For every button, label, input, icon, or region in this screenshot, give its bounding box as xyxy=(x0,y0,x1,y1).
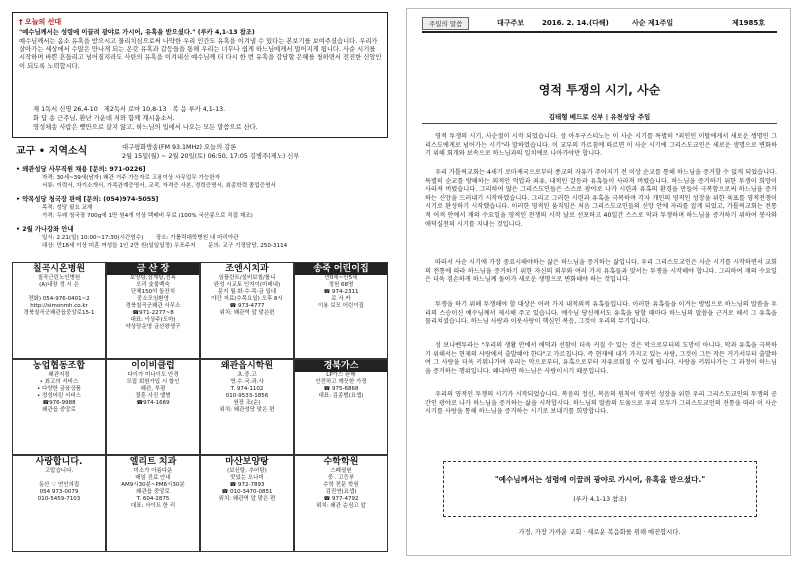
ad-title: 왜관읍시학원 xyxy=(220,360,274,371)
left-page xyxy=(8,8,393,556)
article-paragraph: 성 보나벤투라는 "우리의 생활 안에서 애덕과 선함이 더욱 커질 수 있는 것은 악으로부터의 도망이 아니다. 악과 유혹을 극복하기 위해서는 현재의 사랑에서 출발해야 한다"고 가르칩니다. 즉 현재에 내가 가지고 있는 사랑, 그것이 그든 작든 거기서부터 출발하여 그 사랑을 더욱 키워나가며 우리는 악으로부터, 유혹으로부터 자유로워질 수 있게 됩니다. 사랑을 키워나가는 그 과정이 하느님을 증거하는 행위입니다. 왜냐하면 하느님은 사랑이시기 때문입니다. xyxy=(425,342,777,375)
bulletin-name: 대구주보 xyxy=(497,19,525,27)
word-body: 예수님께서는 옴소 유혹을 받으시고 물리치심으로써 나약한 우리 인간도 유혹을 이겨낼 수 있다는 본보기를 보여주셨습니다. 우리가 살아가는 세상에서 수많은 만나게 되는 온갖 유혹과 갈등들을 통해 우리는 너무나 쉽게 하느님에게서 멀어지게 됩니다. 사순 시기를 시작하며 바쁜 흔들리고 넘어질지라도 사탄의 유혹을 이겨내신 예수님께 더 다시 한 번 유혹을 감당할 은혜를 청하면서 전진한 신앙인이 되도록 노력합시다. xyxy=(19,38,382,70)
ad-details: 임플란트/설비보철/틀니 완성 시교토 인지이(미래내) 문지 월·화·수·목·금 일대 야간 저료(수목요일) 오후 8시 ☎ 973-4777 위치: 왜관역 앞 맞은편 xyxy=(211,275,283,316)
news-item2b: 가격: 두레 청국장 700g에 1만 원4개 이상 택배비 무료 (100% 국산콩으로 직접 제조) xyxy=(42,213,253,219)
news-box xyxy=(12,142,388,258)
article-paragraph: 따라서 사순 시기에 가장 중요시해야하는 삶은 하느님을 증거하는 삶입니다. 우리 그리스도교인은 사순 시기를 시작하면서 교회의 전통에 따라 하느님을 증거하기 위한 자신의 외부와 여러 가지 유혹들과 맞서는 투쟁을 시작해야 합니다. 그리하여 재의 수요일은 더욱 겸손하게 하느님께 돌아가 새로운 생명으로 변화해야 하는 것입니다. xyxy=(425,259,777,284)
article-title: 영적 투쟁의 시기, 사순 xyxy=(538,83,661,97)
bulletin-date: 2016. 2. 14.(다해) xyxy=(542,19,609,27)
word-readings: 제 1독서 신명 26,4-10 제2독서 로마 10,8-13 복 음 루카 4,1-13. xyxy=(33,106,226,113)
ad-details: 보양탕,삼계탕,전복 오리 숯불백숙 단체150석 돌잔치 중소모임환영 경북칠곡군왜관 사무소 ☎971-2277~8 대표: 이상주(도마) 약상당운영 금산왕생구 xyxy=(125,275,181,330)
news-item3: • 2월 가나강좌 안내 xyxy=(16,226,74,233)
quote-ref: (루카 4,1-13 참조) xyxy=(573,496,627,503)
ad-title: 칠곡시온병원 xyxy=(32,264,86,274)
ad-box xyxy=(12,359,106,456)
header-rule xyxy=(422,31,777,33)
ad-box xyxy=(294,455,388,552)
news-item2a: 목적: 성당 필요 교재 xyxy=(42,205,93,211)
news-radio2: 2월 15일(월) ~ 2월 20일(토) 06:50, 17:05 김병주(제노) 신부 xyxy=(122,153,300,160)
ad-title: 농업협동조합 xyxy=(32,360,86,371)
ad-title: 마산보양탕 xyxy=(225,457,269,468)
issue-number: 제1985호 xyxy=(732,19,766,27)
quote-box xyxy=(443,461,757,517)
news-item1: • 왜관성당 사무직원 채용 [문의: 971-0226] xyxy=(16,166,146,173)
article-author: 김태형 베드로 신부 | 유천성당 주임 xyxy=(548,113,651,121)
ad-details: 칠곡근린노인병원 (A)내장 정 시 은 전화) 054-976-0401~2 http://simonmh.co.kr 경북칠곡군왜관읍중앙로15-1 xyxy=(23,275,95,316)
word-line1: "예수님께서는 성령에 이끌려 광야로 가시어, 유혹을 받으셨다." (루카 4,1-13 참조) xyxy=(19,29,255,36)
news-item1a: 자격: 30세~39세(남자) 왜관 거주 가능자로 고용이상 사무업무 가능한자 xyxy=(42,175,221,181)
news-item3a: 일시: 2.21(일) 10:00~17:30(시간엄수) 장소: 가톨릭대학병원 내 마리아관 xyxy=(42,235,239,241)
ad-details: 다이가 미나이도 안경 모집 회원가입 시 할인 왜관, 부평 결혼 사진 앨범 ☎974-1669 xyxy=(126,371,180,406)
ad-title: 수학학원 xyxy=(323,457,359,468)
section-tag: 주일의 말씀 xyxy=(422,17,469,30)
right-page xyxy=(406,8,791,556)
ad-title: 사랑합니다. xyxy=(35,457,83,468)
ad-box xyxy=(294,262,388,359)
article-paragraph: 영적 투쟁의 시기, 사순절이 시작 되었습니다. 성 아우구스티노는 이 사순 시기를 특별히 "죄인인 이탈에게서 새로운 생명인 그리스도에게로 넘어가는 시기"라 말하였습니다. 이 교부의 가르침에 따르면 이 사순 시기에 그리스도교인은 새로운 생명으로 변화하기 위해 회개와 보속으로 하느님과의 일치에로 나아가야만 합니다. xyxy=(425,133,777,158)
word-readings2: 화 답 송 근주님, 환난 가운데 저와 함께 계시옵소서. xyxy=(33,115,175,122)
word-of-day-box xyxy=(12,12,388,138)
news-item2: • 약목성당 청국장 판매 [문의: (054)974-5055] xyxy=(16,196,159,203)
ad-box xyxy=(12,262,106,359)
ad-details: LP가스 판매 안전하고 깨끗한 가정 ☎ 975-6868 대표: 김종범(요셉) xyxy=(315,371,367,399)
article-paragraph: 투쟁을 하기 위해 투쟁해야 할 대상은 어려 가지 내적외적 유혹들입니다. 이러한 유혹들을 이겨는 방법으로 하느님의 말씀을 우리의 스승이신 예수님께서 제시해 주고 있습니다. 예수님 당신께서도 유혹을 당할 때마다 하느님의 말씀을 근거로 해서 그 유혹을 물리치셨습니다. 하느님 사랑과 이웃사랑이 핵심인 복음, 그것이 우리의 무기입니다. xyxy=(425,301,777,326)
ad-box xyxy=(106,262,200,359)
ad-box xyxy=(106,455,200,552)
ad-box xyxy=(294,359,388,456)
article-paragraph: 우리 가톨릭교회는 4세기 로마제국으로부터 종교의 자유가 주어지기 전 이상 순교를 통해 하느님을 증거할 수 없게 되었습니다. 특별히 순교를 방해하는 외적인 억압과 죄유, 내적인 갈등과 유혹들이 사라져 버렸습니다. 하느님을 증거하기 위한 투쟁이 희망이 사라져 버렸습니다. 그리하여 많은 그리스도인들은 스스로 광야로 나가 시련과 유혹의 환경을 만들어 극복함으로써 하느님을 증거하는 신앙을 드러내기 시작하였습니다. 그리고 그러한 시련과 유혹을 극복하며 각자 개인의 영적인 성장을 위한 육표를 영적전쟁이 시기로 완성하기 시작했습니다. 이러한 영적인 움직임은 처음 그리스도교인들의 신앙 안에 자리를 잡게 되었고, 가톨릭교회는 전통적 어져 안에서 재의 수요일을 영적인 전쟁의 시작 날로 선포하고 40일간 스스로 악과 투쟁하며 하느님을 증거하기 위하여 봉사와 애덕실천의 시기를 지내는 것입니다. xyxy=(425,169,777,228)
article-paragraph: 우리의 영적인 투쟁의 시기가 시작되었습니다. 복음의 정신, 복음의 원칙이 영적인 성장을 위한 우리 그리스도교인의 투쟁의 공간인 광야로 나가 하느님을 증거하는 삶을 시작합시다. 하느님의 말씀의 도움으로 우리 모두가 그리스도교인의 전통을 따라 이 사순 시기를 사랑을 통해 하느님을 증거하는 시기로 보내기를 희망합니다. xyxy=(425,391,777,416)
ad-title: 이이비클럽 xyxy=(131,360,175,371)
quote-text: "예수님께서는 성령에 이끌려 광야로 가시어, 유혹을 받으셨다." xyxy=(494,475,706,484)
word-readings3: 영성체송 사람은 빵만으로 살지 않고, 하느님의 입에서 나오는 모든 말씀으로 산다. xyxy=(33,124,258,131)
liturgical-season: 사순 제1주일 xyxy=(632,19,674,27)
ad-details: (보신탕, 추어탕) 맛있는 오나미 ☎ 972-7893 ☎ 010-3470-0851 위치: 왜관역 앞 맞은 편 xyxy=(218,468,276,503)
news-title: 교구 • 지역소식 xyxy=(16,146,88,157)
ad-title: 조엔시치과 xyxy=(225,264,269,274)
title-rule xyxy=(422,123,777,124)
ad-box xyxy=(12,455,106,552)
ad-box xyxy=(200,359,294,456)
ad-box xyxy=(106,359,200,456)
ad-details: 고맙습니다. 동산 ♡ 연인의집 054 973-0079 010-5459-7103 xyxy=(37,468,81,503)
ad-details: 스페셜원 중 . 고등부 수학 전문 학원 김진연(요셉) ☎ 977-4792 위치: 왜관 순심고 앞 xyxy=(316,468,366,510)
word-header: † 오늘의 선대 xyxy=(19,18,62,26)
ad-details: 초.중.고 영.수.국.과.사 T. 974-1102 010-9533-1856 원장 조(순) 위치: 왜관성당 맞은 편 xyxy=(219,371,275,413)
ad-grid xyxy=(12,262,388,552)
news-radio: 대구평화방송(FM 93.1MHz) 오늘의 강론 xyxy=(122,144,237,151)
ad-title: 엘리트 치과 xyxy=(129,457,177,468)
ad-title: 경북가스 xyxy=(295,360,387,372)
news-item1b: 서류: 이력서, 자기소개서, 가족관계증명서, 교적, 자격증 사본, 경력증명서, 최종학력 졸업증명서 xyxy=(42,183,276,189)
ad-title: 금 산 장 xyxy=(107,263,199,275)
footer-text: 가정, 가장 가까운 교회 · 새로운 복음화를 위해 매진합시다. xyxy=(518,529,681,536)
ad-details: 왜관지점 • 최고의 서비스 • 다양한 금융상품 • 정성어린 서비스 ☎976-9988 왜관읍 중앙로 xyxy=(37,371,81,413)
ad-details: 미소가 아름다운 매일 진료 안내 AM9시30분~PM6시30분 왜관읍 중앙로 T. 604-2875 대표: 사이트 한 리 xyxy=(121,468,185,510)
ad-details: 만0세~만5세 정원 68명 ☎ 974-2311 로 사 카 이용 보모 어린이집 xyxy=(317,275,364,309)
ad-box xyxy=(200,262,294,359)
ad-title: 송죽 어린이집 xyxy=(295,263,387,275)
ad-box xyxy=(200,455,294,552)
news-item3b: 대상: 만18세 이상 미혼 여성들 1인 2만 원(일일일정) 우포주저 문의: 교구 기정담당, 250-3114 xyxy=(42,243,288,249)
